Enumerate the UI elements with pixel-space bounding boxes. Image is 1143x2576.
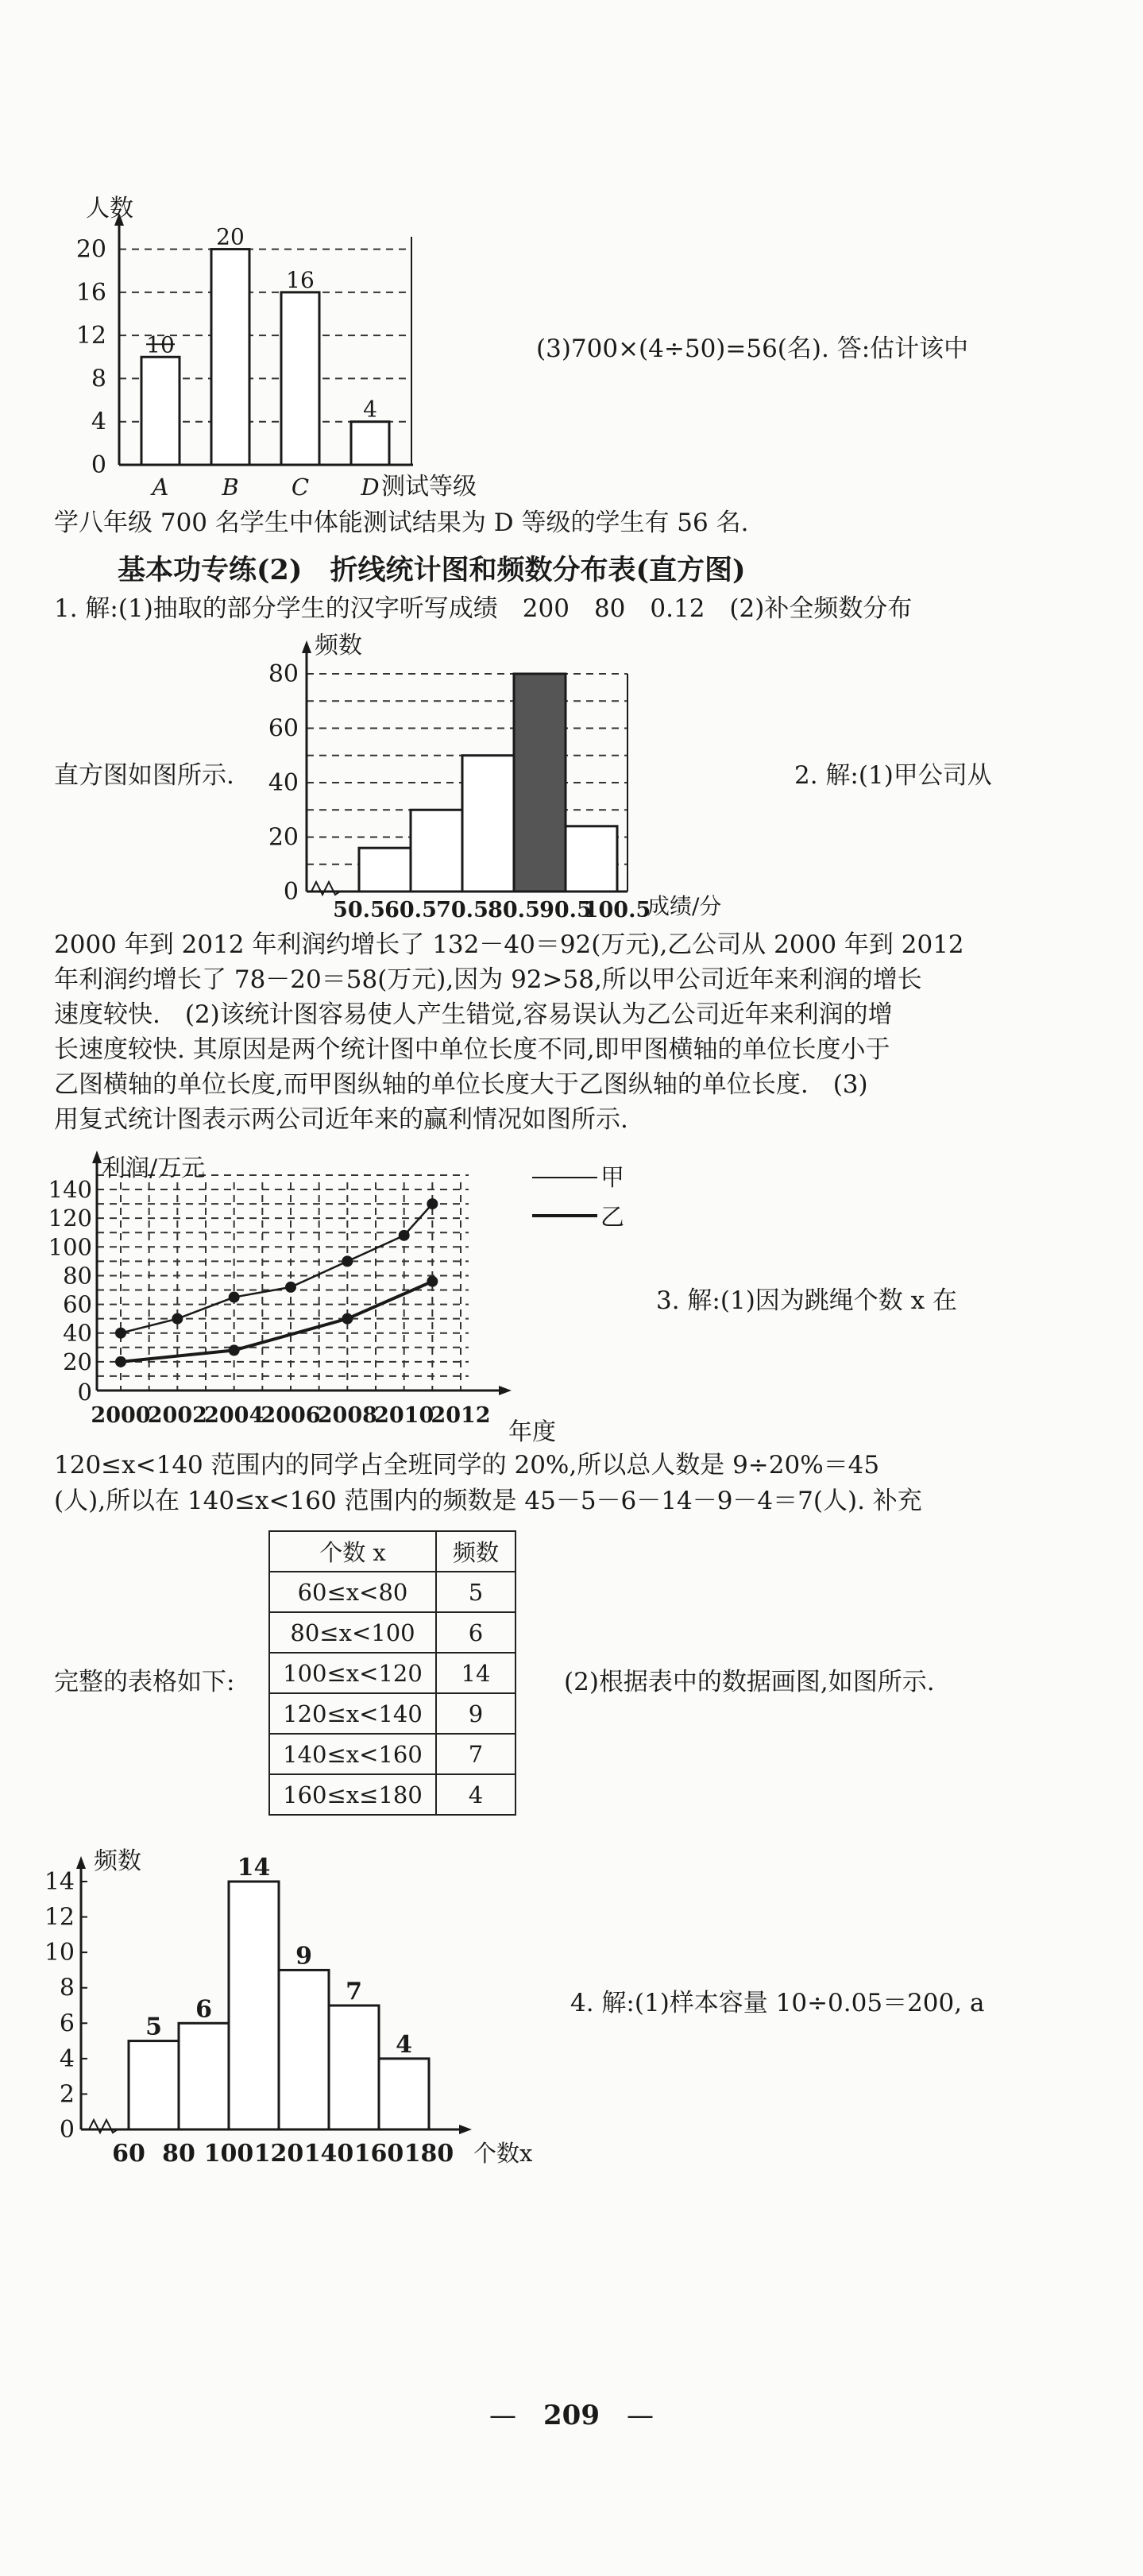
x-tick-label: 50.5 xyxy=(333,898,385,922)
y-tick-label: 4 xyxy=(59,2044,75,2073)
bar-value-label: 20 xyxy=(216,223,245,250)
x-category-label: D xyxy=(361,474,380,501)
y-tick-label: 6 xyxy=(59,2009,75,2038)
y-tick-label: 0 xyxy=(59,2116,75,2144)
bar-value-label: 9 xyxy=(295,1942,312,1971)
bar-value-label: 4 xyxy=(363,396,377,423)
table-cell: 80≤x<100 xyxy=(269,1612,436,1653)
q-p1-cont: 学八年级 700 名学生中体能测试结果为 D 等级的学生有 56 名. xyxy=(54,509,749,537)
bar-value-label: 4 xyxy=(396,2030,412,2059)
table-header: 频数 xyxy=(436,1531,516,1572)
q3-left: 完整的表格如下: xyxy=(54,1668,235,1696)
y-tick-label: 40 xyxy=(268,769,299,797)
x-tick-label: 100 xyxy=(203,2140,254,2168)
histogram-bar xyxy=(379,2059,429,2129)
y-tick-label: 120 xyxy=(48,1205,92,1232)
y-axis-label: 利润/万元 xyxy=(102,1155,206,1182)
x-category-label: B xyxy=(222,474,239,501)
y-tick-label: 2 xyxy=(59,2080,75,2109)
x-tick-label: 2010 xyxy=(374,1403,434,1428)
x-tick-label: 90.5 xyxy=(539,898,592,922)
x-axis-label: 测试等级 xyxy=(381,473,477,501)
q1-line1: 1. 解:(1)抽取的部分学生的汉字听写成绩 200 80 0.12 (2)补全频数分布 xyxy=(54,594,913,623)
y-tick-label: 14 xyxy=(44,1868,75,1896)
table-cell: 160≤x≤180 xyxy=(269,1774,436,1815)
y-tick-label: 0 xyxy=(283,878,299,906)
table-cell: 6 xyxy=(436,1612,516,1653)
y-tick-label: 8 xyxy=(59,1974,75,2002)
table-header: 个数 x xyxy=(269,1531,436,1572)
y-tick-label: 80 xyxy=(268,660,299,688)
q2-line2: 年利润约增长了 78－20＝58(万元),因为 92>58,所以甲公司近年来利润的增长 xyxy=(54,965,922,994)
legend-yi-label: 乙 xyxy=(600,1204,624,1232)
x-tick-label: 2004 xyxy=(204,1403,265,1428)
table-cell: 9 xyxy=(436,1693,516,1734)
q2-right: 2. 解:(1)甲公司从 xyxy=(794,761,992,790)
y-tick-label: 20 xyxy=(63,1348,92,1375)
histogram-bar xyxy=(129,2041,179,2129)
bar-value-label: 14 xyxy=(237,1854,271,1882)
q2-line3: 速度较快. (2)该统计图容易使人产生错觉,容易误认为乙公司近年来利润的增 xyxy=(54,1000,893,1029)
table-cell: 4 xyxy=(436,1774,516,1815)
x-axis-label: 成绩/分 xyxy=(647,893,722,919)
q1-left: 直方图如图所示. xyxy=(54,761,234,790)
y-axis-label: 人数 xyxy=(86,195,133,222)
q4-right: 4. 解:(1)样本容量 10÷0.05＝200, a xyxy=(570,1989,985,2017)
histogram-bar xyxy=(329,2005,379,2129)
table-cell: 140≤x<160 xyxy=(269,1734,436,1774)
x-tick-label: 100.5 xyxy=(583,898,651,922)
y-tick-label: 16 xyxy=(75,278,106,307)
y-tick-label: 140 xyxy=(48,1176,92,1204)
x-tick-label: 140 xyxy=(303,2140,354,2168)
x-tick-label: 2002 xyxy=(147,1403,207,1428)
x-tick-label: 2006 xyxy=(261,1403,321,1428)
x-tick-label: 60.5 xyxy=(384,898,437,922)
y-tick-label: 40 xyxy=(63,1319,92,1347)
x-tick-label: 180 xyxy=(404,2140,454,2168)
table-cell: 100≤x<120 xyxy=(269,1653,436,1693)
y-tick-label: 20 xyxy=(75,235,106,264)
y-axis-label: 频数 xyxy=(315,632,362,659)
x-category-label: A xyxy=(152,474,169,501)
x-tick-label: 80.5 xyxy=(488,898,540,922)
q2-line6: 用复式统计图表示两公司近年来的赢利情况如图所示. xyxy=(54,1105,628,1134)
x-tick-label: 120 xyxy=(253,2140,304,2168)
y-tick-label: 60 xyxy=(63,1290,92,1318)
y-tick-label: 80 xyxy=(63,1262,92,1290)
y-tick-label: 8 xyxy=(91,365,106,393)
y-tick-label: 20 xyxy=(268,823,299,852)
y-tick-label: 60 xyxy=(268,714,299,743)
y-tick-label: 10 xyxy=(44,1939,75,1967)
section-title: 基本功专练(2) 折线统计图和频数分布表(直方图) xyxy=(118,554,746,586)
table-cell: 7 xyxy=(436,1734,516,1774)
x-tick-label: 2000 xyxy=(91,1403,151,1428)
table-cell: 14 xyxy=(436,1653,516,1693)
x-tick-label: 2012 xyxy=(431,1403,491,1428)
q3-line1: 120≤x<140 范围内的同学占全班同学的 20%,所以总人数是 9÷20%＝45 xyxy=(54,1451,880,1479)
y-axis-label: 频数 xyxy=(94,1847,141,1875)
bar-value-label: 10 xyxy=(146,331,175,358)
q2-line5: 乙图横轴的单位长度,而甲图纵轴的单位长度大于乙图纵轴的单位长度. (3) xyxy=(54,1070,868,1099)
bar-value-label: 6 xyxy=(195,1995,212,2024)
histogram-bar xyxy=(179,2023,229,2129)
histogram-bar xyxy=(229,1882,279,2129)
x-category-label: C xyxy=(291,474,310,501)
x-tick-label: 160 xyxy=(353,2140,404,2168)
bar-value-label: 16 xyxy=(286,266,315,293)
x-tick-label: 70.5 xyxy=(436,898,488,922)
y-tick-label: 12 xyxy=(75,322,106,350)
page-number: — 209 — xyxy=(489,2400,654,2431)
x-tick-label: 2008 xyxy=(317,1403,377,1428)
y-tick-label: 100 xyxy=(48,1233,92,1261)
q3-right: 3. 解:(1)因为跳绳个数 x 在 xyxy=(656,1286,957,1315)
q2-line1: 2000 年到 2012 年利润约增长了 132－40＝92(万元),乙公司从 2000 年到 2012 xyxy=(54,930,964,959)
y-tick-label: 0 xyxy=(77,1379,92,1406)
x-tick-label: 80 xyxy=(162,2140,195,2168)
legend-jia-label: 甲 xyxy=(600,1164,624,1192)
q2-line4: 长速度较快. 其原因是两个统计图中单位长度不同,即甲图横轴的单位长度小于 xyxy=(54,1035,890,1064)
q3-right2: (2)根据表中的数据画图,如图所示. xyxy=(564,1668,935,1696)
bar-value-label: 5 xyxy=(145,2013,162,2041)
x-tick-label: 60 xyxy=(112,2140,145,2168)
table-cell: 60≤x<80 xyxy=(269,1572,436,1612)
y-tick-label: 0 xyxy=(91,451,106,479)
x-axis-label: 年度 xyxy=(508,1418,556,1446)
y-tick-label: 12 xyxy=(44,1903,75,1932)
q3-line2: (人),所以在 140≤x<160 范围内的频数是 45－5－6－14－9－4＝7(人). 补充 xyxy=(54,1487,922,1515)
q-p1-right: (3)700×(4÷50)=56(名). 答:估计该中 xyxy=(536,335,969,363)
y-tick-label: 4 xyxy=(91,408,106,436)
histogram-bar xyxy=(279,1970,329,2129)
x-axis-label: 个数x xyxy=(473,2140,533,2167)
table-cell: 120≤x<140 xyxy=(269,1693,436,1734)
bar-value-label: 7 xyxy=(346,1978,362,2005)
table-cell: 5 xyxy=(436,1572,516,1612)
